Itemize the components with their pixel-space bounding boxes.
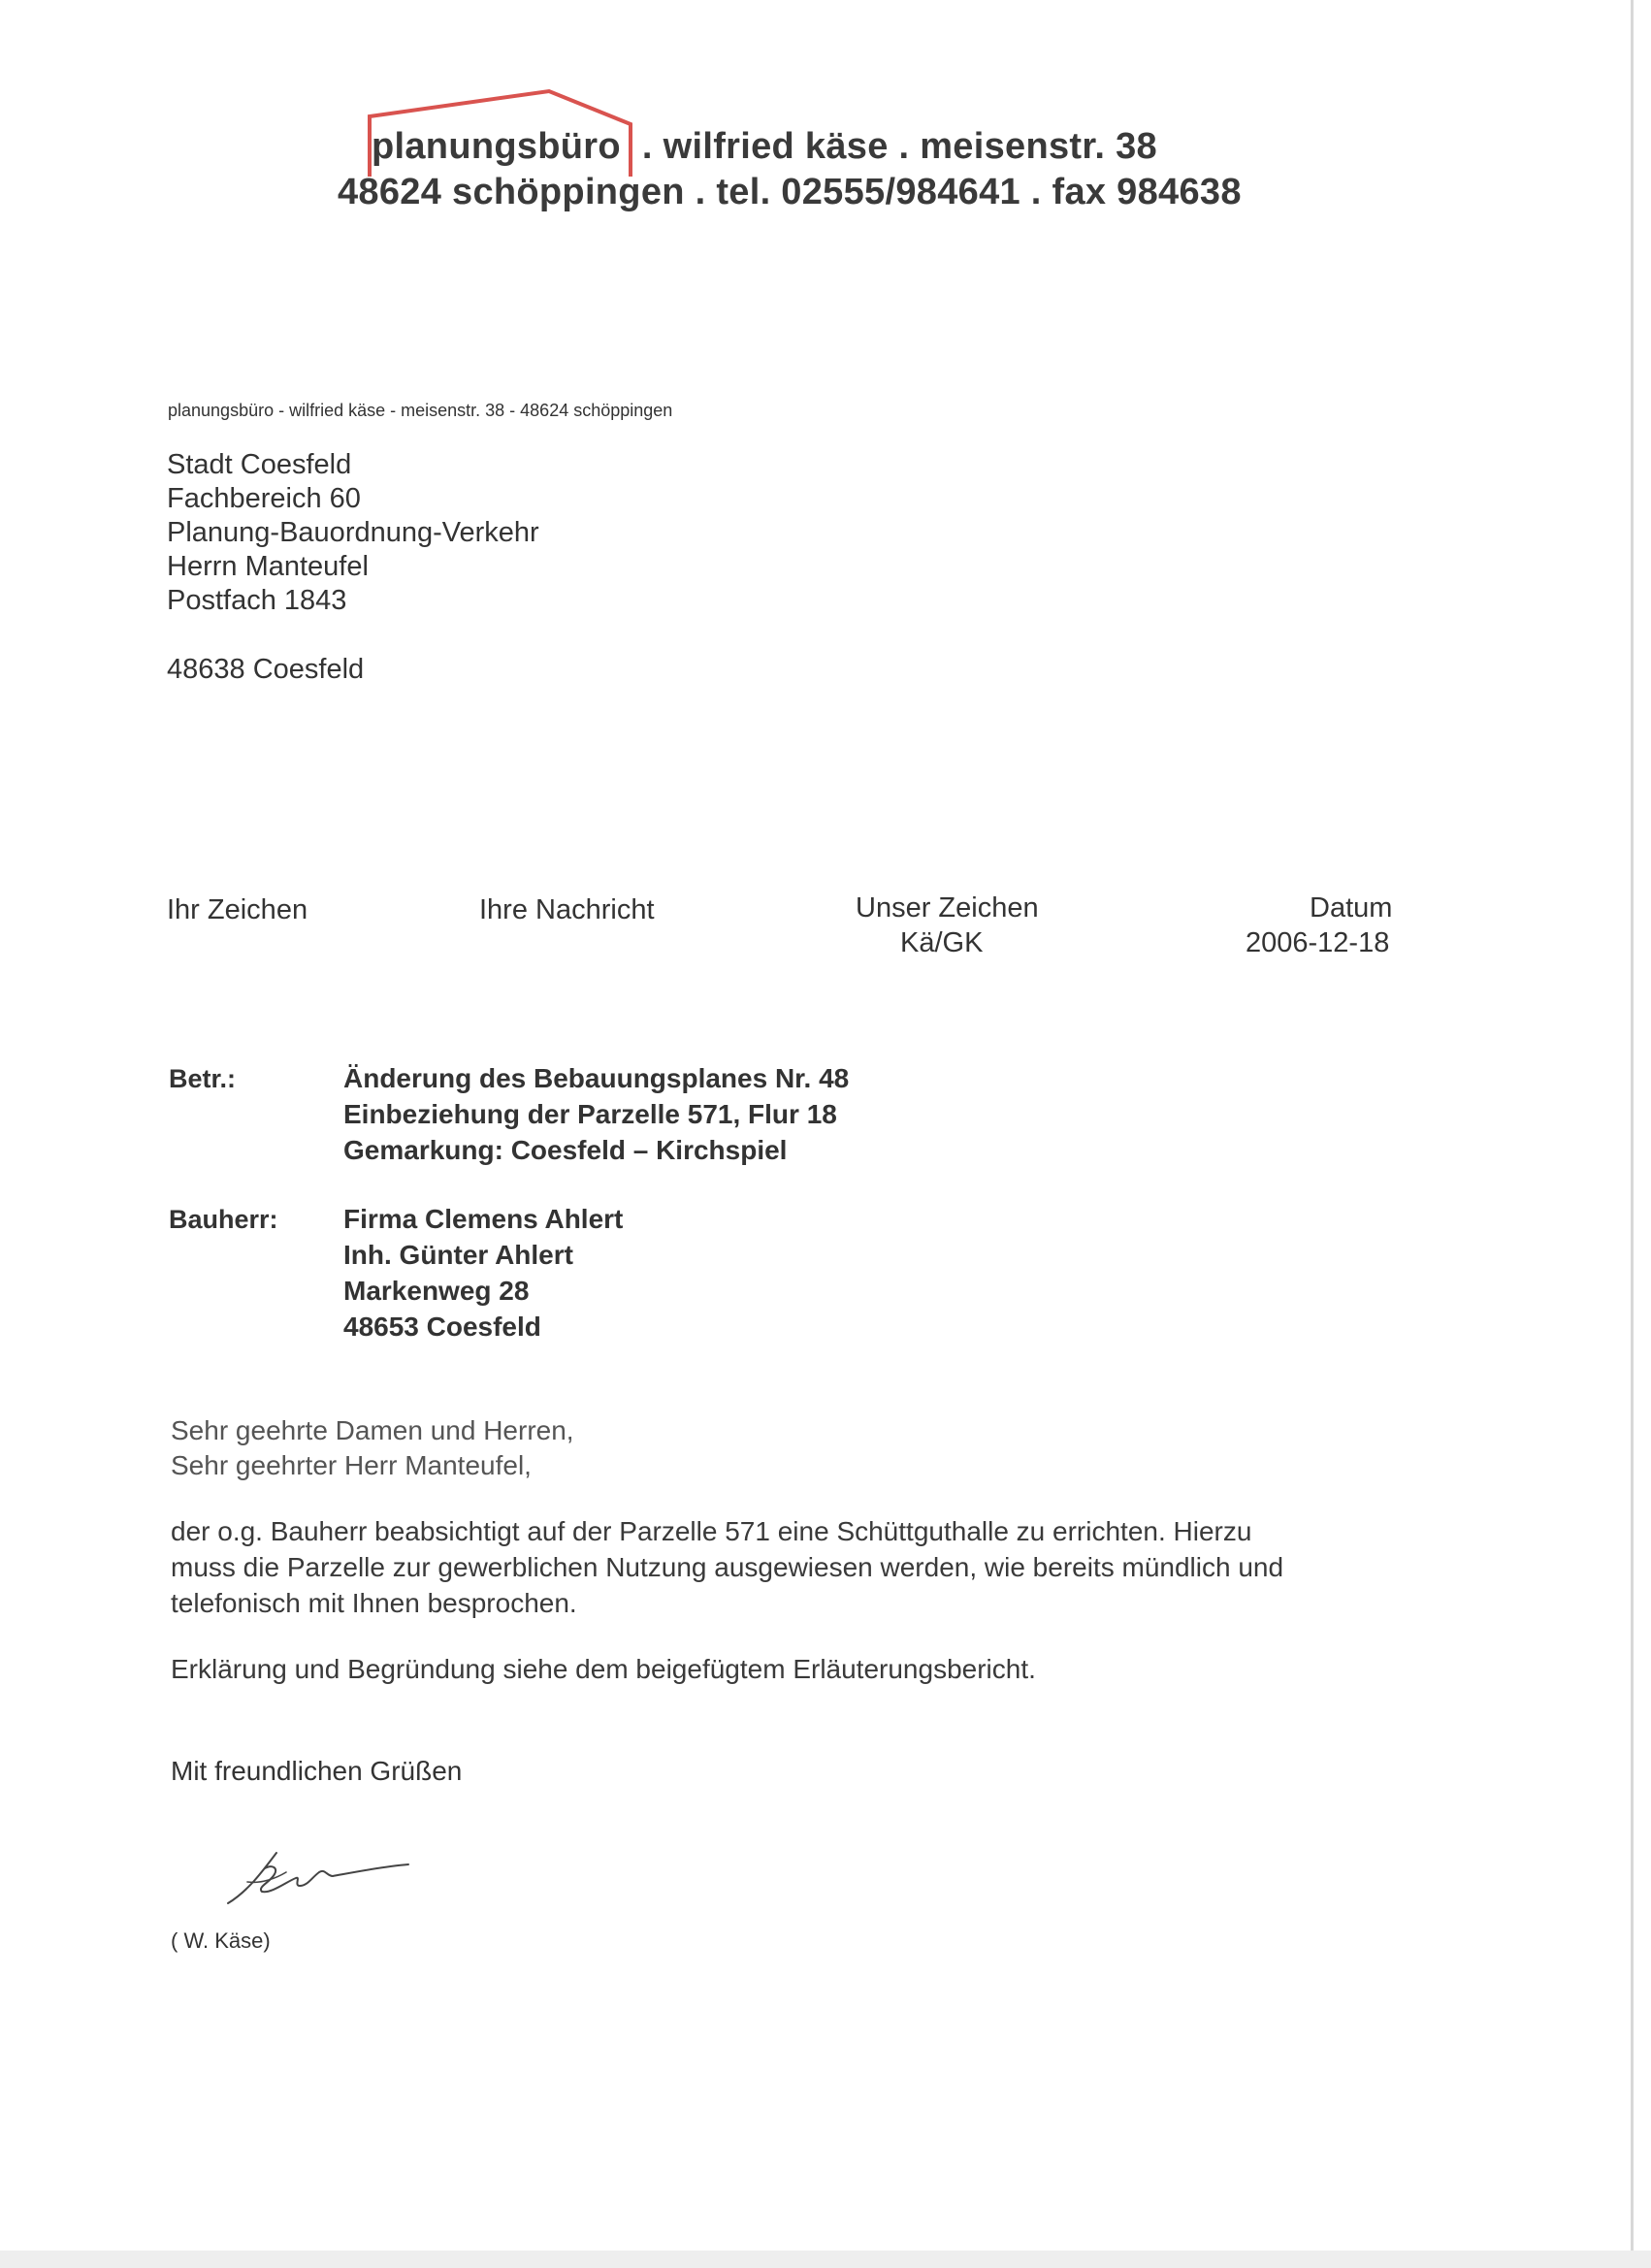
- unser-zeichen-value: Kä/GK: [900, 927, 984, 958]
- signature-icon: [218, 1843, 412, 1911]
- client-label: Bauherr:: [169, 1205, 278, 1234]
- recipient-address: [167, 448, 539, 618]
- salutation: [171, 1413, 574, 1483]
- subject-line: Änderung des Bebauungsplanes Nr. 48: [343, 1063, 850, 1093]
- subject-line: Gemarkung: Coesfeld – Kirchspiel: [343, 1135, 788, 1165]
- body-paragraph-1: [171, 1513, 1283, 1621]
- letterhead-address: . wilfried käse . meisenstr. 38: [641, 126, 1157, 167]
- body-line: der o.g. Bauherr beabsichtigt auf der Parzelle 571 eine Schüttguthalle zu errichten. Hierzu: [171, 1516, 1252, 1546]
- body-paragraph-2: Erklärung und Begründung siehe dem beigefügtem Erläuterungsbericht.: [171, 1654, 1036, 1684]
- subject-line: Einbeziehung der Parzelle 571, Flur 18: [343, 1099, 837, 1129]
- closing-phrase: Mit freundlichen Grüßen: [171, 1756, 463, 1786]
- signer-name: ( W. Käse): [171, 1928, 271, 1953]
- datum-value: 2006-12-18: [1246, 927, 1390, 958]
- letterhead-line-1: [372, 126, 1157, 168]
- letterhead-brand: planungsbüro: [372, 126, 621, 167]
- salutation-line: Sehr geehrte Damen und Herren,: [171, 1415, 574, 1445]
- unser-zeichen-label: Unser Zeichen: [856, 892, 1039, 923]
- body-line: muss die Parzelle zur gewerblichen Nutzung ausgewiesen werden, wie bereits mündlich und: [171, 1552, 1284, 1582]
- subject-label: Betr.:: [169, 1064, 237, 1093]
- client-line: 48653 Coesfeld: [343, 1312, 541, 1342]
- recipient-line: Fachbereich 60: [167, 483, 361, 514]
- recipient-line: Stadt Coesfeld: [167, 449, 352, 480]
- client-line: Firma Clemens Ahlert: [343, 1204, 624, 1234]
- sender-return-address: planungsbüro - wilfried käse - meisenstr. 38 - 48624 schöppingen: [168, 401, 673, 420]
- body-line: telefonisch mit Ihnen besprochen.: [171, 1588, 577, 1618]
- recipient-line: Postfach 1843: [167, 585, 347, 616]
- page-bottom-shadow: [0, 2251, 1651, 2268]
- client-lines: [343, 1201, 623, 1345]
- letterhead-line-2: 48624 schöppingen . tel. 02555/984641 . fax 984638: [338, 172, 1242, 212]
- recipient-line: Herrn Manteufel: [167, 551, 369, 582]
- recipient-city: 48638 Coesfeld: [167, 654, 365, 685]
- subject-lines: [343, 1060, 849, 1168]
- salutation-line: Sehr geehrter Herr Manteufel,: [171, 1450, 532, 1480]
- datum-label: Datum: [1310, 892, 1393, 923]
- recipient-line: Planung-Bauordnung-Verkehr: [167, 517, 539, 548]
- client-line: Markenweg 28: [343, 1276, 530, 1306]
- ihre-nachricht-label: Ihre Nachricht: [479, 894, 655, 925]
- ihr-zeichen-label: Ihr Zeichen: [167, 894, 308, 925]
- client-line: Inh. Günter Ahlert: [343, 1240, 573, 1270]
